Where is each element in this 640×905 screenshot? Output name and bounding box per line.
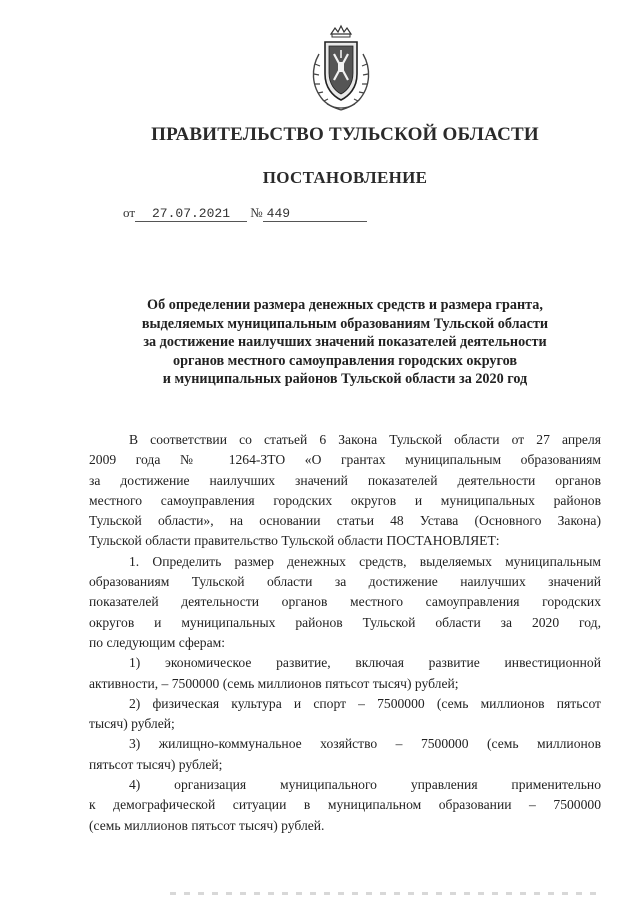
text-line: активности, – 7500000 (семь миллионов пятьсот тысяч) рублей; [89,675,459,691]
text-line: 2009 года № 1264-ЗТО «О грантах муниципальным образованиям [89,452,601,468]
subject-line: органов местного самоуправления городских округов [173,352,517,369]
document-type: ПОСТАНОВЛЕНИЕ [262,168,428,187]
text-line: (семь миллионов пятьсот тысяч) рублей. [89,817,325,833]
text-line: 4) организация муниципального управления применительно [129,777,601,793]
subitem-4-paragraph [89,775,601,836]
date-number-line [123,205,367,222]
date-prefix: от [123,205,136,220]
document-number: 449 [263,207,367,222]
subject-line: Об определении размера денежных средств и размера гранта, [147,297,543,313]
text-line: В соответствии со статьей 6 Закона Тульской области от 27 апреля [129,432,601,447]
text-line: к демографической ситуации в муниципальном образовании – 7500000 [89,797,601,813]
text-line: Тульской области», на основании статьи 48 Устава (Основного Закона) [89,513,601,529]
text-line: 3) жилищно-коммунальное хозяйство – 7500000 (семь миллионов [129,736,601,752]
document-subject [100,296,590,389]
text-line: по следующим сферам: [89,634,226,650]
subitem-2-paragraph [89,694,601,735]
text-line: 1) экономическое развитие, включая развитие инвестиционной [129,655,601,671]
item-1-paragraph [89,552,601,653]
text-line: округов и муниципальных районов Тульской области за 2020 год, [89,614,601,630]
subject-line: и муниципальных районов Тульской области за 2020 год [162,371,528,388]
scan-artifact [170,892,600,895]
subject-line: выделяемых муниципальным образованиям Тульской области [141,315,549,332]
document-body [89,430,601,836]
subitem-1-paragraph [89,653,601,694]
text-line: тысяч) рублей; [89,716,175,732]
subject-line: за достижение наилучших значений показателей деятельности [143,334,547,351]
text-line: пятьсот тысяч) рублей; [89,756,223,772]
text-line: местного самоуправления городских округов и муниципальных районов [89,492,601,508]
text-line: 2) физическая культура и спорт – 7500000 (семь миллионов пятьсот [129,695,601,711]
preamble-paragraph [89,430,601,552]
number-prefix: № [250,205,263,220]
subitem-3-paragraph [89,734,601,775]
text-line: за достижение наилучших значений показателей деятельности органов [89,472,601,488]
text-line: 1. Определить размер денежных средств, выделяемых муниципальным [129,553,601,569]
government-title: ПРАВИТЕЛЬСТВО ТУЛЬСКОЙ ОБЛАСТИ [151,124,539,145]
document-date: 27.07.2021 [135,207,247,222]
text-line: показателей деятельности органов местного самоуправления городских [89,594,601,610]
text-line: Тульской области правительство Тульской области ПОСТАНОВЛЯЕТ: [89,533,500,549]
tula-coat-of-arms-icon [305,24,377,112]
text-line: образованиям Тульской области за достижение наилучших значений [89,574,601,590]
